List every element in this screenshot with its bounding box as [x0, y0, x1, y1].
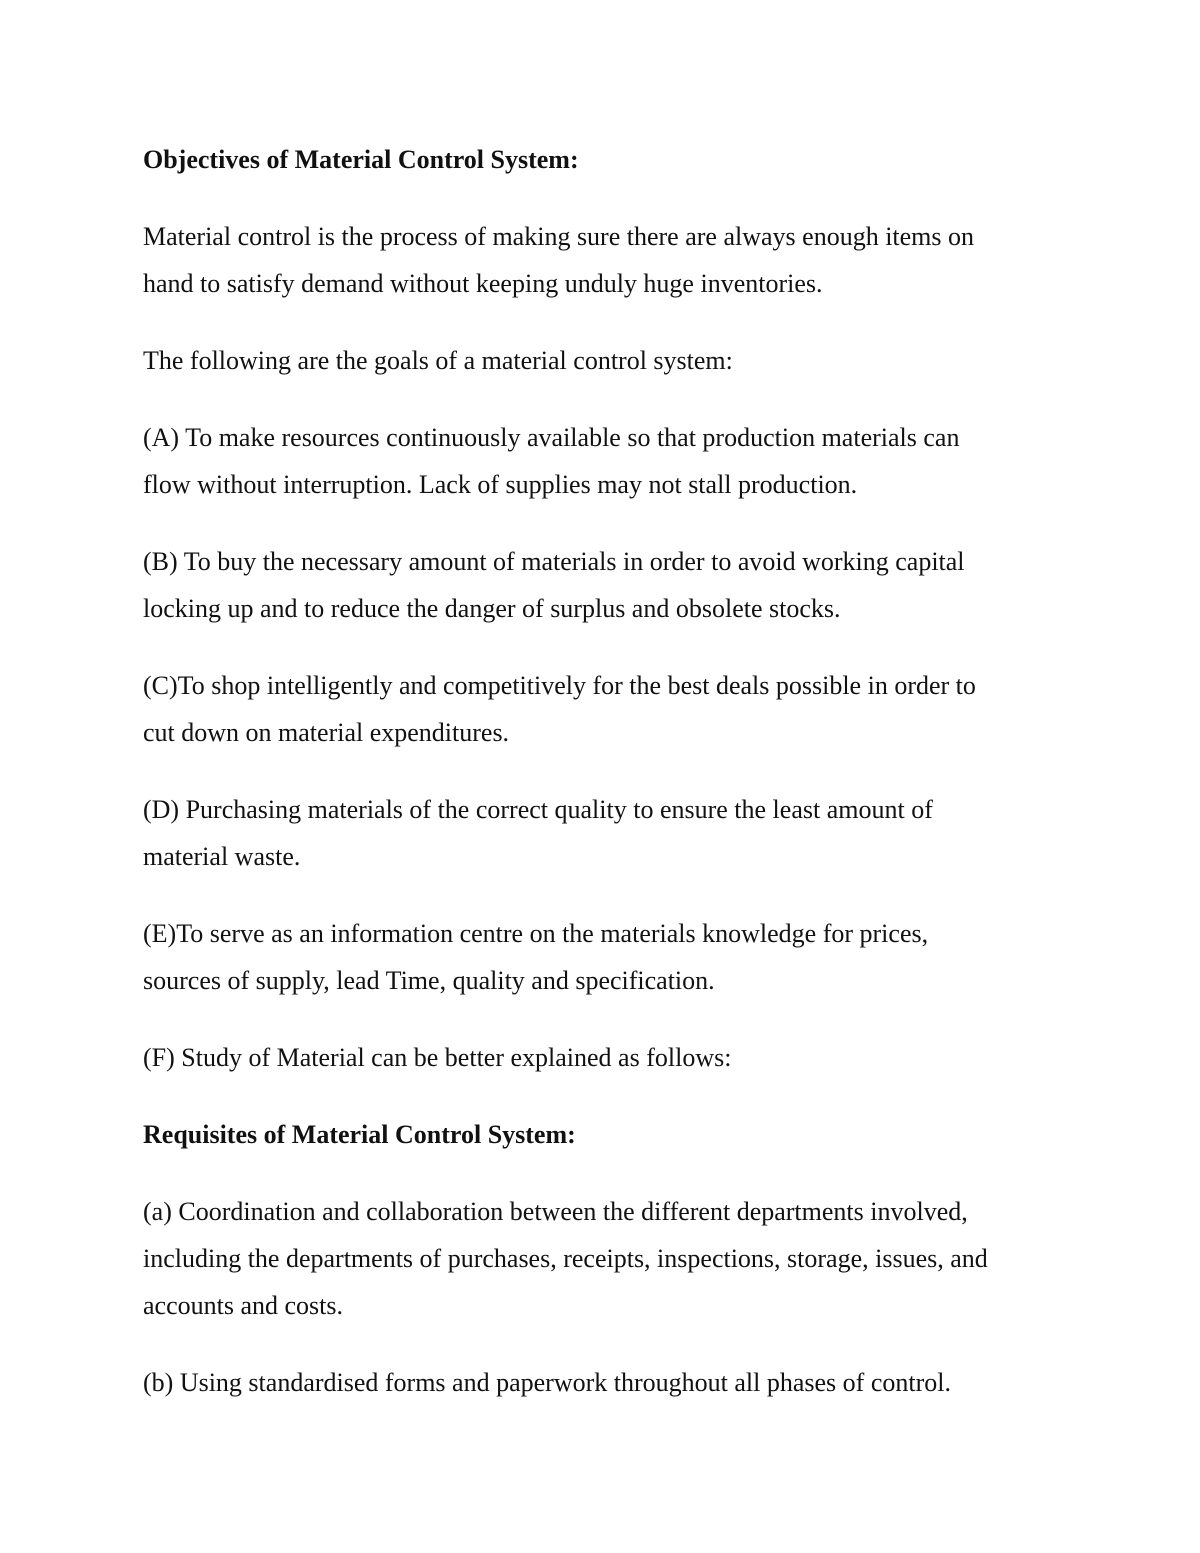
- paragraph-gap: [143, 187, 1063, 217]
- paragraph-gap: [143, 311, 1063, 341]
- paragraph-gap: [143, 884, 1063, 914]
- paragraph-line: (E)To serve as an information centre on the materials knowledge for prices,: [143, 919, 929, 948]
- paragraph-gap: [143, 1008, 1063, 1038]
- paragraph-gap: [143, 1162, 1063, 1192]
- paragraph-line: (D) Purchasing materials of the correct quality to ensure the least amount of: [143, 795, 933, 824]
- paragraph-line: flow without interruption. Lack of supplies may not stall production.: [143, 470, 858, 499]
- paragraph-line: cut down on material expenditures.: [143, 718, 510, 747]
- paragraph-line: (b) Using standardised forms and paperwork throughout all phases of control.: [143, 1368, 951, 1397]
- goals-intro-paragraph: The following are the goals of a material control system:: [143, 346, 733, 375]
- paragraph-line: (F) Study of Material can be better explained as follows:: [143, 1043, 732, 1072]
- paragraph-line: Material control is the process of making sure there are always enough items on: [143, 222, 975, 251]
- goal-item-c: [143, 666, 1063, 760]
- document-page: [143, 140, 1063, 1410]
- paragraph-line: sources of supply, lead Time, quality and specification.: [143, 966, 715, 995]
- paragraph-gap: [143, 760, 1063, 790]
- paragraph-line: (a) Coordination and collaboration between the different departments involved,: [143, 1197, 968, 1226]
- requisite-item-b: [143, 1363, 1063, 1410]
- paragraph-line: (C)To shop intelligently and competitively for the best deals possible in order to: [143, 671, 976, 700]
- goal-item-d: [143, 790, 1063, 884]
- requisite-item-a: [143, 1192, 1063, 1333]
- section-heading-objectives: Objectives of Material Control System:: [143, 145, 579, 174]
- paragraph-line: material waste.: [143, 842, 301, 871]
- goal-item-e: [143, 914, 1063, 1008]
- intro-paragraph: [143, 217, 1063, 311]
- paragraph-line: (A) To make resources continuously available so that production materials can: [143, 423, 960, 452]
- paragraph-line: hand to satisfy demand without keeping unduly huge inventories.: [143, 269, 823, 298]
- paragraph-gap: [143, 1333, 1063, 1363]
- section-heading-requisites: Requisites of Material Control System:: [143, 1120, 576, 1149]
- goal-item-a: [143, 418, 1063, 512]
- goal-item-b: [143, 542, 1063, 636]
- goal-item-f: [143, 1038, 1063, 1085]
- paragraph-gap: [143, 512, 1063, 542]
- paragraph-line: locking up and to reduce the danger of surplus and obsolete stocks.: [143, 594, 841, 623]
- paragraph-line: including the departments of purchases, receipts, inspections, storage, issues, and: [143, 1244, 988, 1273]
- paragraph-line: accounts and costs.: [143, 1291, 344, 1320]
- paragraph-gap: [143, 388, 1063, 418]
- paragraph-line: (B) To buy the necessary amount of materials in order to avoid working capital: [143, 547, 965, 576]
- paragraph-gap: [143, 1085, 1063, 1115]
- paragraph-gap: [143, 636, 1063, 666]
